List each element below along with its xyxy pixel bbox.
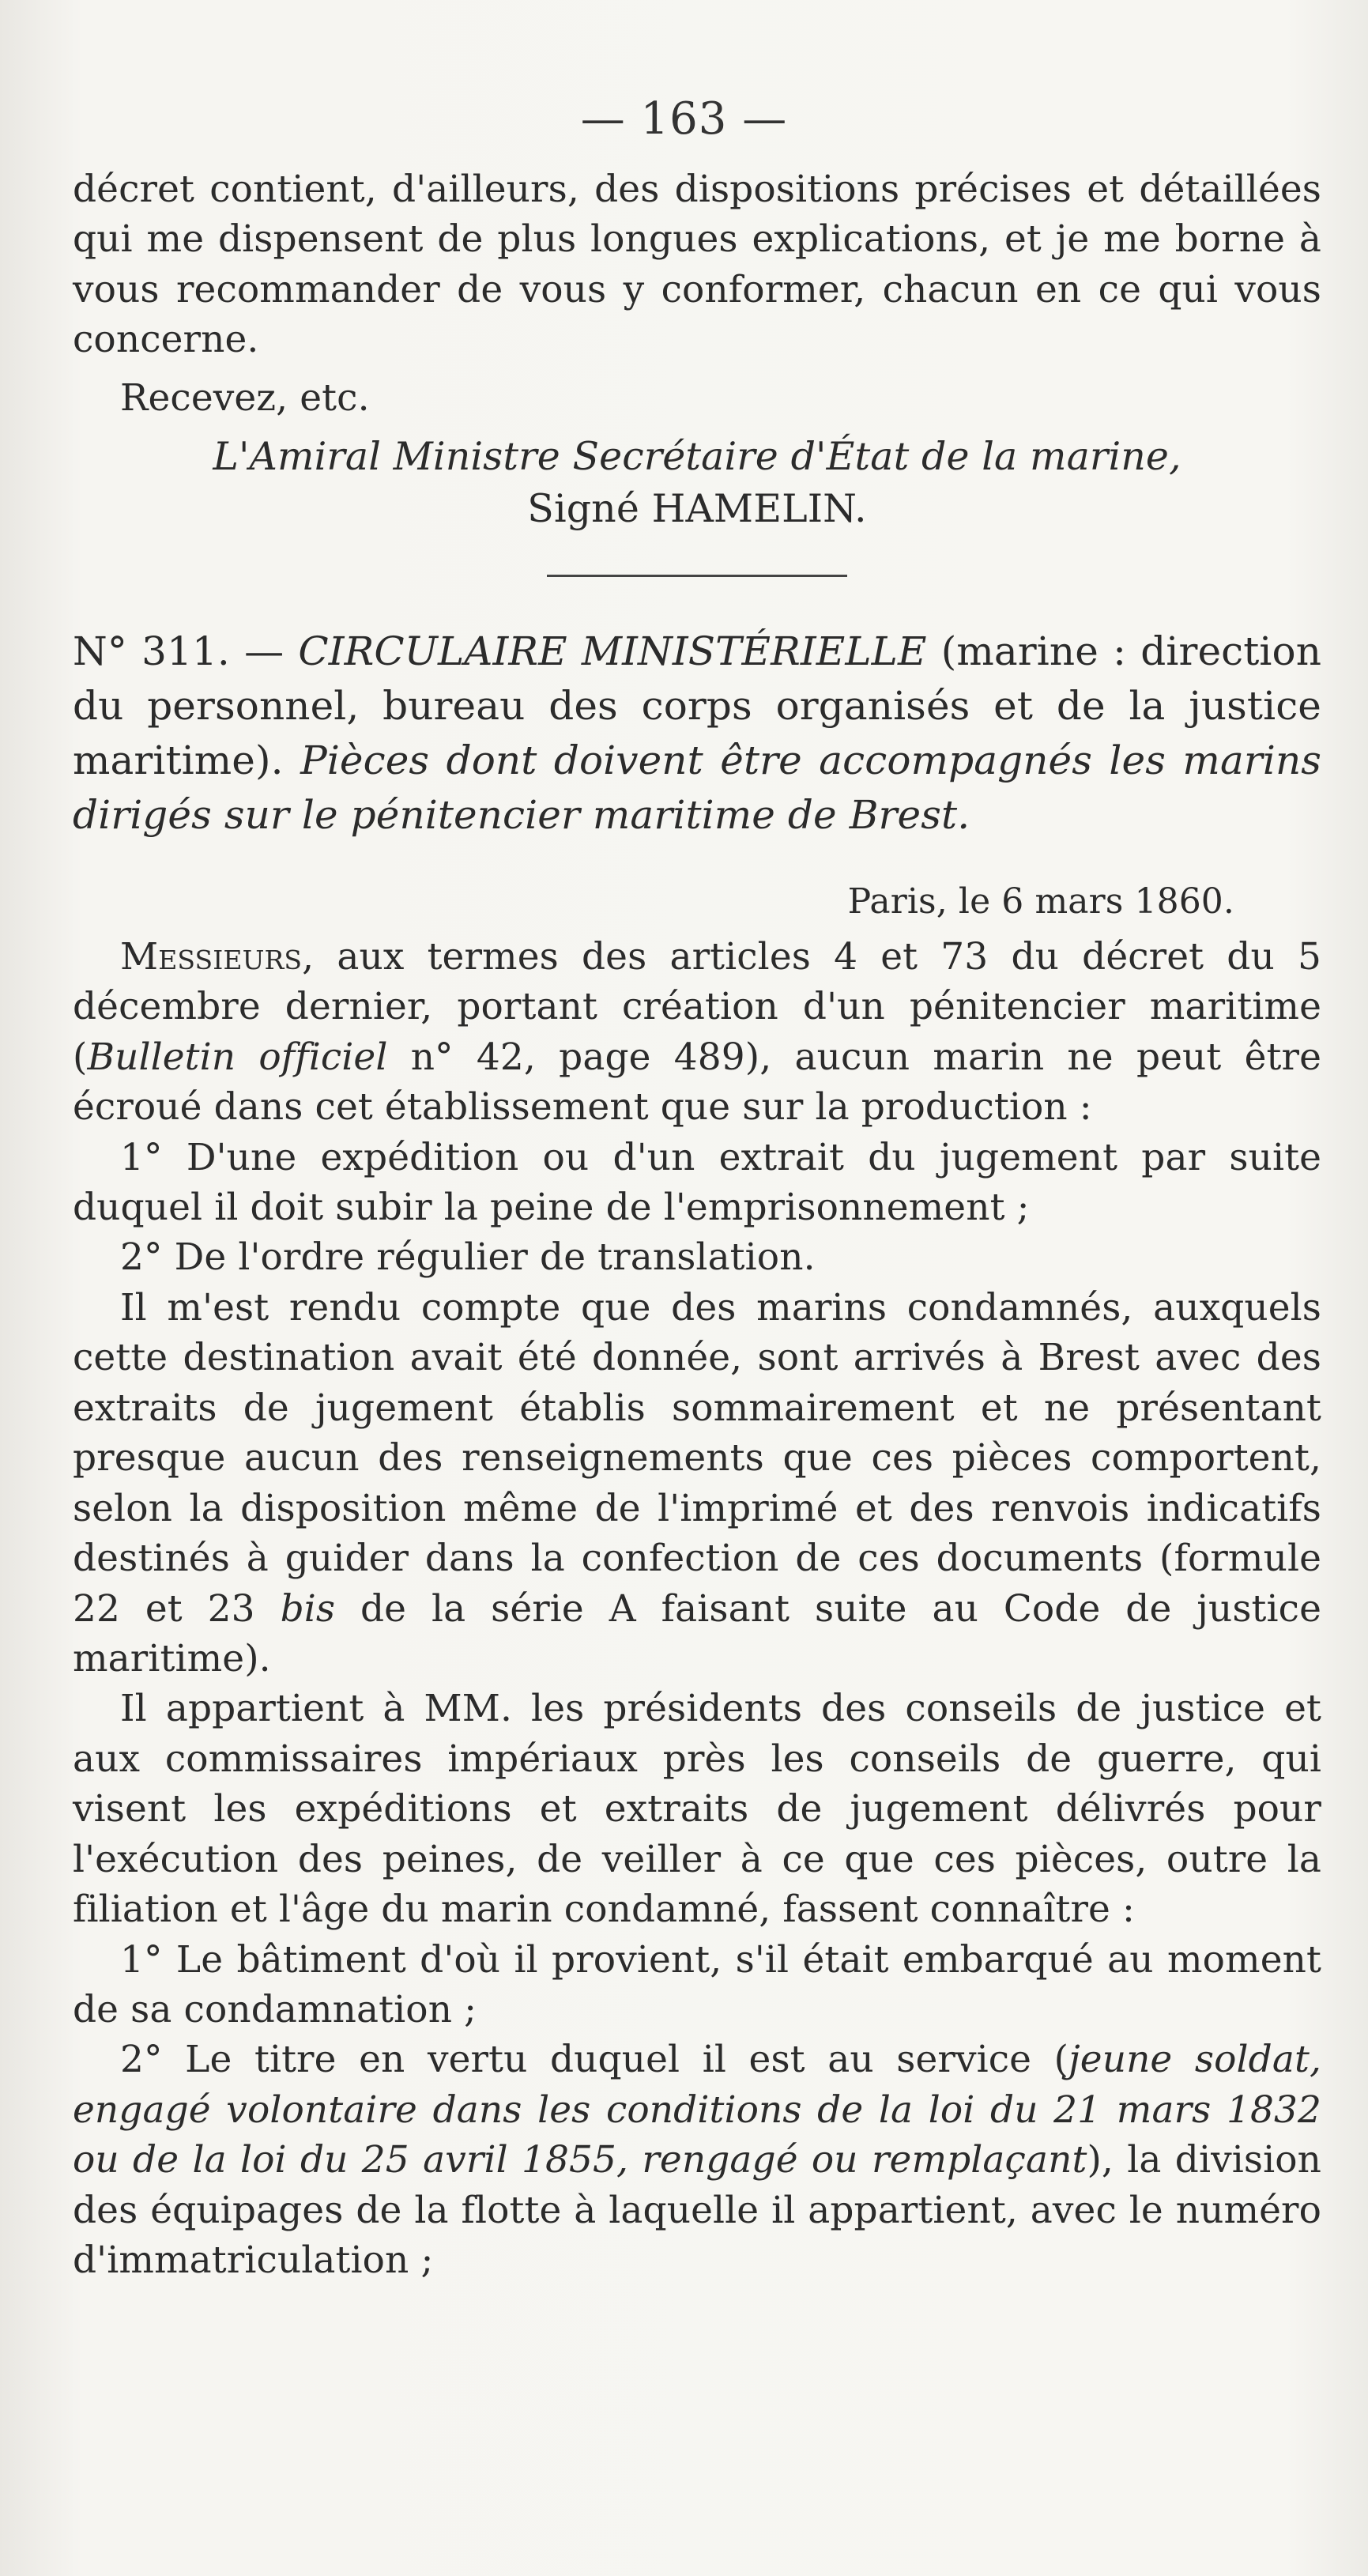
signature-name: Signé HAMELIN. [527, 486, 867, 532]
paragraph-3: Il appartient à MM. les présidents des conseils de justice et aux commissaires impériaux près les conseils de guerre, qui visent les expéditions et extraits de jugement délivrés pour l'exécution des peines, de veiller à ce que ces pièces, outre la filiation et l'âge du marin condamné, fassent connaître : [73, 1687, 1321, 1932]
list-item-3: 1° Le bâtiment d'où il provient, s'il était embarqué au moment de sa condamnation ; [73, 1937, 1321, 2032]
signature-title: L'Amiral Ministre Secrétaire d'État de la marine, [213, 434, 1181, 480]
bis-italic: bis [280, 1586, 336, 1631]
service-title-italic: jeune soldat, engagé volontaire dans les conditions de la loi du 21 mars 1832 ou de la loi du 25 avril 1855, rengagé ou remplaçant [73, 2038, 1321, 2182]
paragraph-1-text-a: , aux termes des articles 4 et 73 du décret du 5 décembre dernier, portant création d'un pénitencier maritime ( [73, 934, 1321, 1079]
paragraph-2 [73, 1283, 1321, 1684]
document-body [73, 93, 1321, 2286]
circular-subject: Pièces dont doivent être accompagnés les marins dirigés sur le pénitencier maritime de Brest. [73, 737, 1322, 839]
paragraph-2-text-a: Il m'est rendu compte que des marins condamnés, auxquels cette destination avait été donnée, sont arrivés à Brest avec des extraits de jugement établis sommairement et ne présentant presque aucun des renseignements que ces pièces comportent, selon la disposition même de l'imprimé et des renvois indicatifs destinés à guider dans la confection de ces documents (formule 22 et 23 [73, 1285, 1321, 1631]
bulletin-reference: Bulletin officiel [87, 1035, 388, 1079]
list-item-4 [73, 2035, 1321, 2285]
circular-title: CIRCULAIRE MINISTÉRIELLE [298, 628, 927, 675]
page-number: — 163 — [580, 93, 788, 145]
list-item-4-text-a: 2° Le titre en vertu duquel il est au service ( [120, 2038, 1069, 2082]
closing-formula: Recevez, etc. [120, 375, 370, 420]
circular-department: (marine : direction du personnel, bureau des corps organisés et de la justice maritime). [73, 628, 1322, 784]
circular-header [73, 624, 1321, 843]
list-item-2: 2° De l'ordre régulier de translation. [120, 1235, 816, 1280]
salutation: Messieurs [120, 934, 303, 979]
paragraph-2-text-b: de la série A faisant suite au Code de justice maritime). [73, 1586, 1321, 1680]
paragraph-1-text-b: n° 42, page 489), aucun marin ne peut être écroué dans cet établissement que sur la production : [73, 1035, 1322, 1130]
circular-number: N° 311. — [73, 628, 285, 675]
continuation-paragraph: décret contient, d'ailleurs, des dispositions précises et détaillées qui me dispensent de plus longues explications, et je me borne à vous recommander de vous y conformer, chacun en ce qui vous concerne. [73, 168, 1321, 362]
list-item-1: 1° D'une expédition ou d'un extrait du jugement par suite duquel il doit subir la peine de l'emprisonnement ; [73, 1135, 1321, 1230]
list-item-4-text-b: ), la division des équipages de la flotte à laquelle il appartient, avec le numéro d'immatriculation ; [73, 2138, 1321, 2283]
paragraph-1 [73, 932, 1321, 1133]
section-divider [547, 575, 847, 577]
date-line: Paris, le 6 mars 1860. [847, 881, 1234, 922]
